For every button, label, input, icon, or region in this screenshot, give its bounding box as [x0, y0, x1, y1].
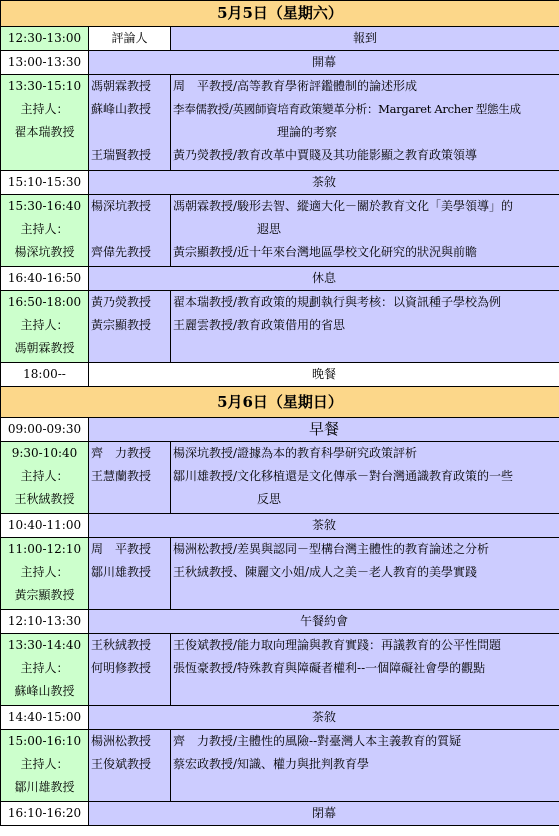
time-slot: 9:30-10:40	[11, 446, 78, 460]
time-slot: 16:10-16:20	[1, 802, 89, 826]
paper-title: 張恆豪教授/特殊教育與障礙者權利--一個障礙社會學的觀點	[173, 661, 486, 675]
session-time-cell	[1, 75, 89, 171]
event-label: 茶敘	[89, 514, 559, 538]
paper-title: 楊洲松教授/差異與認同－型構台灣主體性的教育論述之分析	[173, 542, 490, 556]
event-label: 開幕	[89, 51, 559, 75]
discussant: 齊偉先教授	[91, 245, 152, 259]
session-time-cell	[1, 538, 89, 610]
host-label: 主持人：	[20, 318, 69, 332]
discussant: 王俊斌教授	[91, 757, 152, 771]
day-title: 5月5日（星期六）	[1, 1, 559, 27]
discussants-cell	[89, 538, 171, 610]
time-slot: 13:00-13:30	[1, 51, 89, 75]
host-label: 主持人：	[20, 757, 69, 771]
session-row	[1, 538, 559, 610]
event-label: 休息	[89, 267, 559, 291]
discussants-cell	[89, 730, 171, 802]
papers-cell	[171, 730, 559, 802]
time-slot: 15:10-15:30	[1, 171, 89, 195]
discussant: 黃宗顯教授	[91, 318, 152, 332]
event-label: 茶敘	[89, 706, 559, 730]
session-time-cell	[1, 195, 89, 267]
schedule-row	[1, 51, 559, 75]
event-label: 早餐	[89, 418, 559, 442]
day-header	[1, 1, 559, 27]
session-time-cell	[1, 634, 89, 706]
time-slot: 14:40-15:00	[1, 706, 89, 730]
discussants-cell	[89, 195, 171, 267]
discussant: 齊 力教授	[91, 446, 152, 460]
time-slot: 13:30-14:40	[7, 638, 82, 652]
schedule-row	[1, 610, 559, 634]
host-label: 主持人：	[20, 661, 69, 675]
papers-cell	[171, 634, 559, 706]
time-slot: 13:30-15:10	[7, 79, 82, 93]
discussant: 何明修教授	[91, 661, 152, 675]
time-slot: 16:40-16:50	[1, 267, 89, 291]
schedule-row	[1, 171, 559, 195]
papers-cell	[171, 291, 559, 363]
paper-title: 楊深坑教授/證據為本的教育科學研究政策評析	[173, 446, 418, 460]
host-label: 主持人：	[20, 565, 69, 579]
time-slot: 18:00--	[1, 363, 89, 387]
host-name: 黃宗顯教授	[14, 588, 75, 602]
host-label: 主持人：	[20, 469, 69, 483]
paper-title-cont: 反思	[257, 492, 282, 506]
discussant: 鄒川雄教授	[91, 565, 152, 579]
discussants-cell	[89, 291, 171, 363]
host-name: 馮朝霖教授	[14, 341, 75, 355]
event-label: 茶敘	[89, 171, 559, 195]
paper-title-cont: 遐思	[257, 222, 282, 236]
session-row	[1, 195, 559, 267]
time-slot: 12:10-13:30	[1, 610, 89, 634]
host-name: 翟本瑞教授	[14, 125, 75, 139]
paper-title: 馮朝霖教授/駿形去智、縱適大化－關於教育文化「美學領導」的	[173, 199, 514, 213]
papers-cell	[171, 442, 559, 514]
paper-title: 李奉儒教授/英國師資培育政策變革分析：Margaret Archer 型態生成	[173, 102, 521, 116]
paper-title: 王麗雲教授/教育政策借用的省思	[173, 318, 346, 332]
paper-title: 王秋絨教授、陳麗文小姐/成人之美－老人教育的美學實踐	[173, 565, 478, 579]
event-label: 晚餐	[89, 363, 559, 387]
host-name: 鄒川雄教授	[14, 780, 75, 794]
time-slot: 15:30-16:40	[7, 199, 82, 213]
discussant: 王瑞賢教授	[91, 148, 152, 162]
discussant: 馮朝霖教授	[91, 79, 152, 93]
host-label: 主持人：	[20, 102, 69, 116]
day-header	[1, 387, 559, 418]
discussant: 王慧蘭教授	[91, 469, 152, 483]
discussant: 楊深坑教授	[91, 199, 152, 213]
discussant: 周 平教授	[91, 542, 152, 556]
paper-title: 周 平教授/高等教育學術評鑑體制的論述形成	[173, 79, 418, 93]
discussant: 楊洲松教授	[91, 734, 152, 748]
session-row	[1, 291, 559, 363]
day-title: 5月6日（星期日）	[1, 387, 559, 418]
papers-cell	[171, 195, 559, 267]
session-time-cell	[1, 442, 89, 514]
paper-title: 鄒川雄教授/文化移植還是文化傳承－對台灣通識教育政策的一些	[173, 469, 514, 483]
schedule-row	[1, 418, 559, 442]
host-name: 王秋絨教授	[14, 492, 75, 506]
session-row	[1, 442, 559, 514]
time-slot: 16:50-18:00	[7, 295, 82, 309]
event-label: 閉幕	[89, 802, 559, 826]
papers-cell	[171, 538, 559, 610]
schedule-row	[1, 802, 559, 826]
schedule-row	[1, 514, 559, 538]
time-slot: 09:00-09:30	[1, 418, 89, 442]
session-time-cell	[1, 730, 89, 802]
paper-title: 黃乃熒教授/教育改革中賈賤及其功能影顯之教育政策領導	[173, 148, 478, 162]
paper-title: 蔡宏政教授/知識、權力與批判教育學	[173, 757, 370, 771]
schedule-row	[1, 27, 559, 51]
discussant: 黃乃熒教授	[91, 295, 152, 309]
session-row	[1, 730, 559, 802]
discussants-cell	[89, 75, 171, 171]
discussant: 蘇峰山教授	[91, 102, 152, 116]
event-label: 午餐約會	[89, 610, 559, 634]
schedule-row	[1, 363, 559, 387]
event-label: 報到	[171, 27, 559, 51]
session-row	[1, 75, 559, 171]
paper-title-cont: 理論的考察	[277, 125, 338, 139]
schedule-row	[1, 706, 559, 730]
paper-title: 王俊斌教授/能力取向理論與教育實踐：再議教育的公平性問題	[173, 638, 502, 652]
discussants-cell	[89, 634, 171, 706]
time-slot: 11:00-12:10	[7, 542, 82, 556]
host-label: 主持人：	[20, 222, 69, 236]
discussants-cell	[89, 442, 171, 514]
paper-title: 黃宗顯教授/近十年來台灣地區學校文化研究的狀況與前瞻	[173, 245, 478, 259]
session-row	[1, 634, 559, 706]
time-slot: 12:30-13:00	[1, 27, 89, 51]
time-slot: 10:40-11:00	[1, 514, 89, 538]
schedule-row	[1, 267, 559, 291]
time-slot: 15:00-16:10	[7, 734, 82, 748]
paper-title: 翟本瑞教授/教育政策的規劃執行與考核：以資訊種子學校為例	[173, 295, 502, 309]
papers-cell	[171, 75, 559, 171]
host-name: 蘇峰山教授	[14, 684, 75, 698]
column-header: 評論人	[89, 27, 171, 51]
host-name: 楊深坑教授	[14, 245, 75, 259]
session-time-cell	[1, 291, 89, 363]
discussant: 王秋絨教授	[91, 638, 152, 652]
paper-title: 齊 力教授/主體性的風險--對臺灣人本主義教育的質疑	[173, 734, 462, 748]
